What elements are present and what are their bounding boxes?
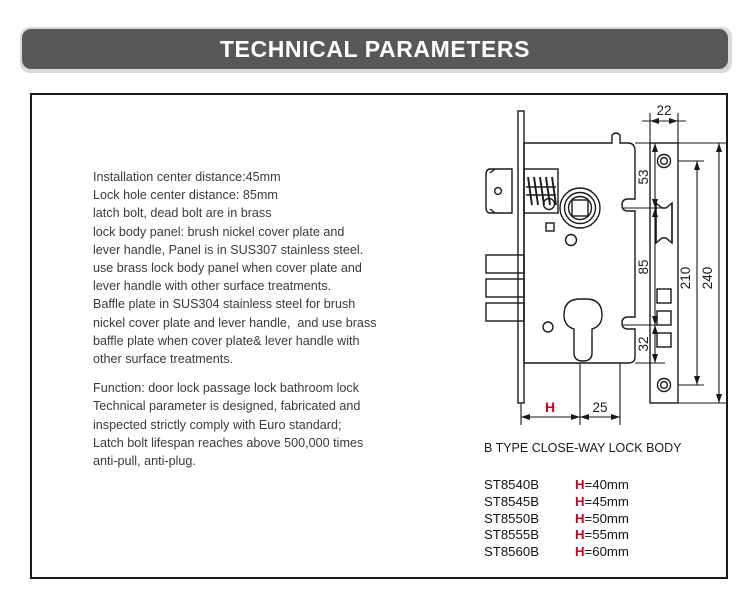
spec-paragraph-1 xyxy=(93,168,441,368)
spec-line: Latch bolt lifespan reaches above 500,000 times xyxy=(93,435,364,450)
specification-text-block xyxy=(93,168,441,470)
h-symbol: H xyxy=(575,527,585,543)
drawing-caption: B TYPE CLOSE-WAY LOCK BODY xyxy=(484,441,682,455)
spec-line: anti-pull, anti-plug. xyxy=(93,454,196,469)
dimension-label-22: 22 xyxy=(656,103,672,118)
spec-line: Function: door lock passage lock bathroom lock xyxy=(93,381,360,396)
spec-line: latch bolt, dead bolt are in brass xyxy=(93,206,272,221)
table-row xyxy=(484,494,629,511)
spec-line: baffle plate when cover plate& lever handle with xyxy=(93,333,360,348)
model-dimension xyxy=(575,511,629,528)
spec-line: lock body panel: brush nickel cover plate and xyxy=(93,224,345,239)
dimension-label-h: H xyxy=(544,399,556,415)
h-value: =55mm xyxy=(584,527,629,543)
h-symbol: H xyxy=(575,510,585,526)
spec-line: Technical parameter is designed, fabricated and xyxy=(93,399,361,414)
latch-bolt xyxy=(486,169,558,213)
dimension-label-85: 85 xyxy=(636,259,651,275)
spec-line: Lock hole center distance: 85mm xyxy=(93,188,278,203)
table-row xyxy=(484,527,629,544)
header-bar xyxy=(22,29,728,69)
dimension-label-240: 240 xyxy=(700,266,715,290)
spindle-hole xyxy=(560,188,600,228)
spec-line: lever handle with other surface treatments. xyxy=(93,279,332,294)
dimension-label-53: 53 xyxy=(636,169,651,185)
dimension-label-32: 32 xyxy=(636,336,651,352)
spec-line: lever handle, Panel is in SUS307 stainless steel. xyxy=(93,242,364,257)
spec-line: inspected strictly comply with Euro standard; xyxy=(93,417,342,432)
lock-drawing-svg xyxy=(452,95,730,445)
page-title: TECHNICAL PARAMETERS xyxy=(219,35,531,62)
euro-cylinder-hole xyxy=(564,299,602,361)
spec-line: Baffle plate in SUS304 stainless steel for brush xyxy=(93,297,356,312)
model-code: ST8540B xyxy=(484,477,539,492)
h-value: =45mm xyxy=(584,493,629,509)
table-row xyxy=(484,477,629,494)
h-value: =50mm xyxy=(584,510,629,526)
spec-line: Installation center distance:45mm xyxy=(93,170,281,184)
model-size-table xyxy=(484,477,629,561)
faceplate-front-view xyxy=(650,143,678,403)
model-code: ST8545B xyxy=(484,493,539,509)
dimension-label-25: 25 xyxy=(592,400,608,415)
model-code: ST8555B xyxy=(484,527,539,543)
model-code: ST8560B xyxy=(484,544,539,560)
table-row xyxy=(484,511,629,528)
h-symbol: H xyxy=(575,477,585,492)
fixing-holes xyxy=(543,199,577,333)
h-symbol: H xyxy=(575,493,585,509)
model-dimension xyxy=(575,494,629,511)
spec-line: use brass lock body panel when cover plate and xyxy=(93,261,362,276)
model-dimension xyxy=(575,477,629,494)
model-code: ST8550B xyxy=(484,510,539,526)
spec-line: nickel cover plate and lever handle, and use brass xyxy=(93,315,377,330)
spec-paragraph-2 xyxy=(93,379,441,470)
h-value: =60mm xyxy=(584,544,629,560)
table-row xyxy=(484,544,629,561)
model-dimension xyxy=(575,544,629,561)
h-symbol: H xyxy=(575,544,585,560)
lock-case-body xyxy=(524,133,635,363)
model-dimension xyxy=(575,527,629,544)
dimension-chain-horizontal xyxy=(521,363,620,425)
h-value: =40mm xyxy=(584,477,629,492)
content-frame xyxy=(30,93,728,579)
dimension-label-210: 210 xyxy=(678,266,693,290)
lock-faceplate-edge xyxy=(518,111,524,403)
spec-line: other surface treatments. xyxy=(93,352,233,367)
